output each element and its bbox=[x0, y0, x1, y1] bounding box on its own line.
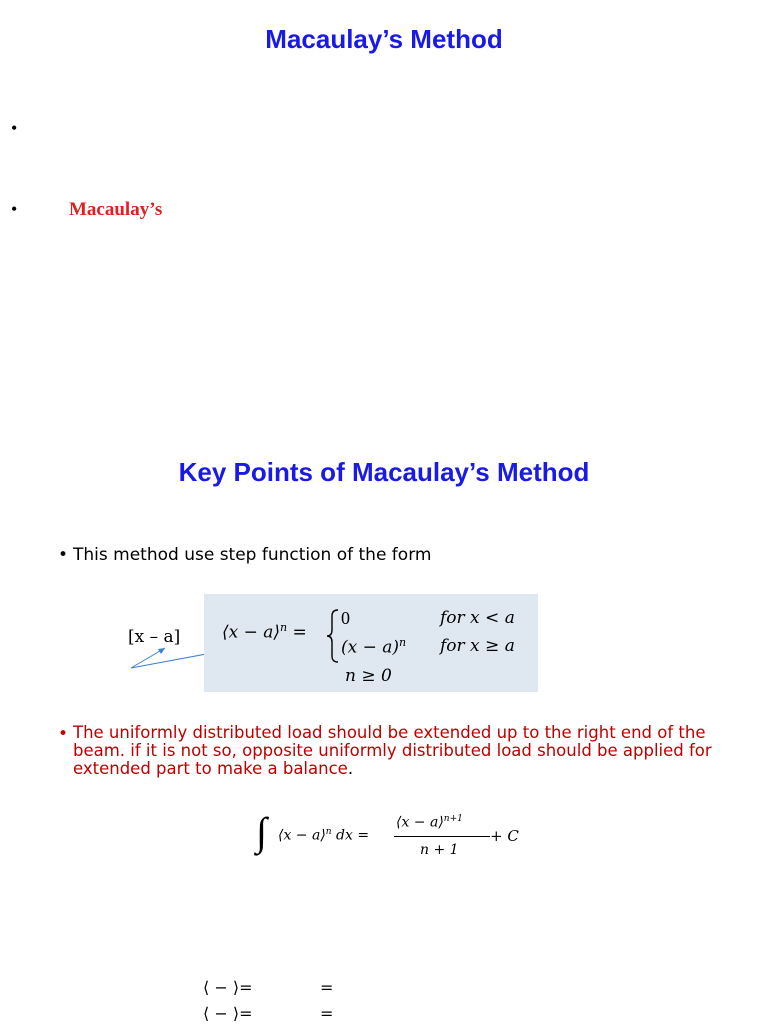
integration-constant: + C bbox=[490, 827, 519, 845]
key-point-step-function: This method use step function of the form bbox=[73, 545, 432, 565]
integration-formula bbox=[256, 808, 546, 868]
step-function-definition bbox=[204, 594, 538, 692]
bullet-dot: • bbox=[11, 118, 18, 138]
exponent-constraint: n ≥ 0 bbox=[345, 666, 392, 686]
bracket-notation-label: [x – a] bbox=[128, 627, 181, 647]
slide-title-key-points: Key Points of Macaulay’s Method bbox=[178, 457, 590, 487]
case1-condition: for x < a bbox=[440, 608, 515, 628]
formula-lhs: ⟨x − a⟩$^n$ = bbox=[222, 621, 307, 643]
bullet-dot: • bbox=[58, 545, 69, 565]
key-point-udl: The uniformly distributed load should be extended up to the right end of the beam. if it is not so, opposite uniformly distributed load should be applied for extended part to make a balance. bbox=[73, 723, 712, 778]
fraction-bar bbox=[394, 836, 490, 837]
fraction-denominator: n + 1 bbox=[420, 842, 459, 858]
fraction-numerator: ⟨x − a⟩$^{n+1}$ bbox=[396, 814, 463, 831]
case1-value: 0 bbox=[341, 608, 350, 628]
equation-line: = bbox=[320, 978, 334, 997]
case2-value: $(x - a)^n$ bbox=[341, 636, 407, 658]
left-brace bbox=[326, 608, 340, 664]
slide-title-macaulays-method: Macaulay’s Method bbox=[265, 24, 503, 54]
integrand: ⟨x − a⟩$^n$ dx = bbox=[278, 827, 370, 844]
macaulays-label: Macaulay’s bbox=[69, 199, 163, 220]
equation-line: ⟨ − ⟩= bbox=[203, 1004, 253, 1023]
bullet-dot: • bbox=[11, 199, 18, 219]
equation-line: = bbox=[320, 1004, 334, 1023]
equation-line: ⟨ − ⟩= bbox=[203, 978, 253, 997]
case2-condition: for x ≥ a bbox=[440, 636, 515, 656]
integral-sign: ∫ bbox=[256, 809, 267, 854]
bullet-dot: • bbox=[58, 724, 69, 744]
